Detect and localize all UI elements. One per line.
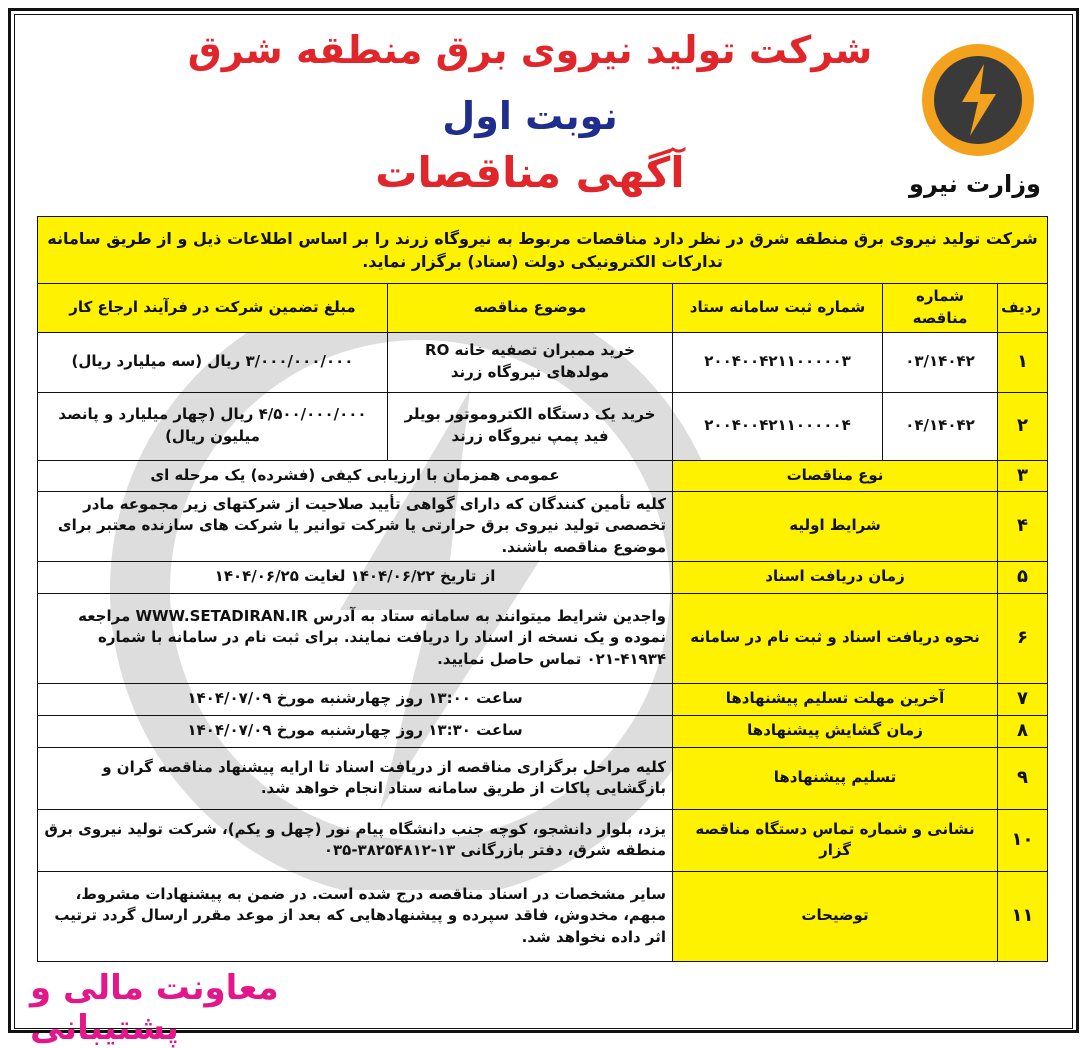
tender-number: ۰۴/۱۴۰۴۲: [883, 392, 998, 460]
detail-value: واجدین شرایط میتوانند به سامانه ستاد به آدرس WWW.SETADIRAN.IR مراجعه نموده و یک نسخه از اسناد را دریافت نمایند. برای ثبت نام در سامانه با شماره ۴۱۹۳۴-۰۲۱ تماس حاصل نمایید.: [38, 593, 673, 683]
detail-value: از تاریخ ۱۴۰۴/۰۶/۲۲ لغایت ۱۴۰۴/۰۶/۲۵: [38, 561, 673, 593]
table-row: [38, 715, 1048, 747]
table-row: [38, 460, 1048, 491]
intro-row: [38, 217, 1048, 284]
table-row: [38, 683, 1048, 715]
detail-value: کلیه تأمین کنندگان که دارای گواهی تأیید صلاحیت از شرکتهای زیر مجموعه مادر تخصصی تولید نیروی برق حرارتی یا شرکت توانیر یا شرکت های سازنده معتبر برای موضوع مناقصه باشند.: [38, 491, 673, 561]
detail-value: ساعت ۱۳:۳۰ روز چهارشنبه مورخ ۱۴۰۴/۰۷/۰۹: [38, 715, 673, 747]
detail-value: یزد، بلوار دانشجو، کوچه جنب دانشگاه پیام نور (چهل و یکم)، شرکت تولید نیروی برق منطقه شرق، دفتر بازرگانی ۱۳-۳۸۲۵۴۸۱۲-۰۳۵: [38, 809, 673, 871]
col-setad-no: شماره ثبت سامانه ستاد: [673, 284, 883, 333]
detail-label: زمان گشایش پیشنهادها: [673, 715, 998, 747]
intro-text: شرکت تولید نیروی برق منطقه شرق در نظر دارد مناقصات مربوط به نیروگاه زرند را بر اساس اطلاعات ذیل و از طریق سامانه تدارکات الکترونیکی دولت (ستاد) برگزار نماید.: [38, 217, 1048, 284]
table-row: [38, 747, 1048, 809]
detail-value: ساعت ۱۳:۰۰ روز چهارشنبه مورخ ۱۴۰۴/۰۷/۰۹: [38, 683, 673, 715]
guarantee-amount: ۳/۰۰۰/۰۰۰/۰۰۰ ریال (سه میلیارد ریال): [38, 332, 388, 392]
row-number: ۱۰: [998, 809, 1048, 871]
guarantee-amount: ۴/۵۰۰/۰۰۰/۰۰۰ ریال (چهار میلیارد و پانصد میلیون ریال): [38, 392, 388, 460]
detail-label: نحوه دریافت اسناد و ثبت نام در سامانه: [673, 593, 998, 683]
row-number: ۷: [998, 683, 1048, 715]
table-row: [38, 871, 1048, 961]
col-guarantee: مبلغ تضمین شرکت در فرآیند ارجاع کار: [38, 284, 388, 333]
table-row: [38, 491, 1048, 561]
detail-label: نوع مناقصات: [673, 460, 998, 491]
row-number: ۱: [998, 332, 1048, 392]
row-number: ۸: [998, 715, 1048, 747]
table-row: [38, 332, 1048, 392]
detail-label: شرایط اولیه: [673, 491, 998, 561]
tender-number: ۰۳/۱۴۰۴۲: [883, 332, 998, 392]
row-number: ۱۱: [998, 871, 1048, 961]
col-subject: موضوع مناقصه: [388, 284, 673, 333]
col-tender-no: شماره مناقصه: [883, 284, 998, 333]
table-row: [38, 392, 1048, 460]
table-row: [38, 809, 1048, 871]
detail-label: تسلیم پیشنهادها: [673, 747, 998, 809]
round-title: نوبت اول: [442, 94, 618, 138]
row-number: ۹: [998, 747, 1048, 809]
row-number: ۴: [998, 491, 1048, 561]
detail-label: زمان دریافت اسناد: [673, 561, 998, 593]
detail-value: کلیه مراحل برگزاری مناقصه از دریافت اسناد تا ارایه پیشنهاد مناقصه گران و بازگشایی پاکات از طریق سامانه ستاد انجام خواهد شد.: [38, 747, 673, 809]
setad-number: ۲۰۰۴۰۰۴۲۱۱۰۰۰۰۰۴: [673, 392, 883, 460]
table-row: [38, 561, 1048, 593]
detail-label: آخرین مهلت تسلیم پیشنهادها: [673, 683, 998, 715]
tender-subject: خرید یک دستگاه الکتروموتور بویلر فید پمپ نیروگاه زرند: [388, 392, 673, 460]
detail-label: نشانی و شماره تماس دستگاه مناقصه گزار: [673, 809, 998, 871]
row-number: ۶: [998, 593, 1048, 683]
detail-value: سایر مشخصات در اسناد مناقصه درج شده است. در ضمن به پیشنهادات مشروط، مبهم، مخدوش، فاقد سپرده و پیشنهادهایی که بعد از موعد مقرر ارسال گردد ترتیب اثر داده نخواهد شد.: [38, 871, 673, 961]
tender-table: [37, 216, 1048, 962]
table-row: [38, 593, 1048, 683]
tender-subject: خرید ممبران تصفیه خانه RO مولدهای نیروگاه زرند: [388, 332, 673, 392]
row-number: ۳: [998, 460, 1048, 491]
row-number: ۲: [998, 392, 1048, 460]
col-row: ردیف: [998, 284, 1048, 333]
lightning-logo-icon: [918, 40, 1038, 160]
detail-label: توضیحات: [673, 871, 998, 961]
footer-signature: معاونت مالی و پشتیبانی: [30, 968, 279, 1048]
detail-value: عمومی همزمان با ارزیابی کیفی (فشرده) یک مرحله ای: [38, 460, 673, 491]
row-number: ۵: [998, 561, 1048, 593]
header-row: [38, 284, 1048, 333]
setad-number: ۲۰۰۴۰۰۴۲۱۱۰۰۰۰۰۳: [673, 332, 883, 392]
company-title: شرکت تولید نیروی برق منطقه شرق: [187, 28, 873, 72]
ad-title: آگهی مناقصات: [375, 148, 685, 197]
ministry-label: وزارت نیرو: [909, 170, 1041, 198]
